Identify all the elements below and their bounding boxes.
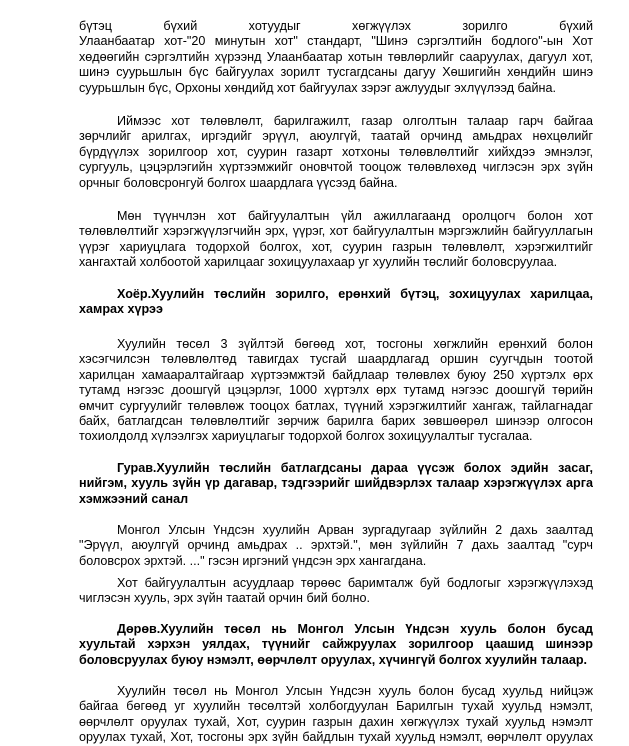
text-line: үүрэг хариуцлага тодорхой болгох, хот, суурин газрын төлөвлөлт, хэрэгжилтийг [79, 239, 593, 254]
paragraph-related-laws [79, 684, 593, 746]
section-heading-three [79, 461, 593, 507]
heading-line: Гурав.Хуулийн төслийн батлагдсаны дараа үүсэж болох эдийн засаг, [117, 461, 593, 475]
text-line: бүрдүүлэх зорилгоор хот, суурин газарт хотхоны төлөвлөлтийг хийхдээ эмнэлэг, [79, 144, 593, 159]
text-line: Хуулийн төсөл 3 зүйлтэй бөгөөд хот, тосгоны хөгжлийн ерөнхий болон [117, 337, 593, 351]
text-line: хэсэгчилсэн төлөвлөлтөд тавигдах тусгай шаардлагад оршин суугчдын тоотой [79, 352, 593, 367]
text-line: хангахтай холбоотой харилцааг зохицуулахаар уг хуулийн төслийг боловсруулаа. [79, 255, 558, 270]
text-line: боловсрох эрхтэй. ..." гэсэн иргэний үндсэн эрх хангагдана. [79, 553, 427, 568]
heading-line: боловсруулах буюу нэмэлт, өөрчлөлт оруулах, хүчингүй болгох хуулийн талаар. [79, 652, 588, 667]
paragraph-structure [79, 337, 593, 445]
heading-line: хамрах хүрээ [79, 302, 163, 317]
section-heading-two [79, 287, 593, 318]
text-line: хөдөөгийн сэргэлтийн хүрээнд Улаанбаатар хотын төвлөрлийг сааруулах, дагуул хот, [79, 49, 593, 64]
text-line: Улаанбаатар хот-"20 минутын хот" стандарт, "Шинэ сэргэлтийн бодлого"-ын Хот [79, 34, 593, 49]
text-line: зөрчлийг арилгах, иргэдийг эрүүл, аюулгүй, таатай орчинд амьдрах нөхцөлийг [79, 129, 593, 144]
text-line: оруулах тухай, Хот, тосгоны эрх зүйн байдлын тухай хуульд нэмэлт, өөрчлөлт оруулах [79, 730, 593, 745]
section-heading-four [79, 622, 593, 668]
text-line: өмчит сургуулийг төлөвлөж тооцох батлах, түүний хэрэгжилтийг хангаж, тайлагнадаг [79, 398, 593, 413]
paragraph-participants [79, 209, 593, 271]
text-line: өөрчлөлт оруулах тухай, Хот, суурин газрын дахин хөгжүүлэх тухай хуульд нэмэлт [79, 714, 593, 729]
text-line: суурьшлын бүс, Орхоны хөндийд хот байгуулах зэрэг ажлуудыг эхлүүлээд байна. [79, 80, 556, 95]
heading-line: Дөрөв.Хуулийн төсөл нь Монгол Улсын Үндсэн хууль болон бусад [117, 622, 593, 636]
text-line: бүтэц бүхий хотуудыг хөгжүүлэх зорилго бүхий [79, 19, 593, 33]
text-line: чиглэсэн хууль, эрх зүйн таатай орчин бий болно. [79, 591, 371, 606]
text-line: Хот байгуулалтын асуудлаар төрөөс баримталж буй бодлогыг хэрэгжүүлэхэд [117, 576, 593, 590]
text-line: харилцан хамааралтайгаар хүртээмжтэй байдлаар төлөвлөх буюу 250 хүртэлх өрх [79, 367, 593, 382]
text-line: Иймээс хот төлөвлөлт, барилгажилт, газар олголтын талаар гарч байгаа [117, 114, 593, 128]
heading-line: Хоёр.Хуулийн төслийн зорилго, ерөнхий бүтэц, зохицуулах харилцаа, [117, 287, 593, 301]
paragraph-intro-continuation [79, 19, 593, 96]
text-line: "Эрүүл, аюулгүй орчинд амьдрах .. эрхтэй.", мөн зүйлийн 7 дахь заалтад "сурч [79, 538, 593, 553]
text-line: шинэ суурьшлын бүс байгуулах зорилт тусгагдсаны дагуу Хөшигийн хөндийн шинэ [79, 65, 593, 80]
text-line: тутамд нэгээс доошгүй цэцэрлэг, 1000 хүртэлх өрх тутамд нэгээс доошгүй төрийн [79, 383, 593, 398]
text-line: төлөвлөлтийг хэрэгжүүлэгчийн эрх, үүрэг, хот байгуулалтын мэргэжлийн байгууллагын [79, 224, 593, 239]
heading-line: нийгэм, хууль зүйн үр дагавар, тэдгээрийг шийдвэрлэх талаар хэрэгжүүлэх арга [79, 476, 593, 491]
heading-line: хэмжээний санал [79, 491, 189, 506]
text-line: байгаа бөгөөд уг хуулийн төсөлтэй холбогдуулан Барилгын тухай хуульд нэмэлт, [79, 699, 593, 714]
text-line: сургууль, цэцэрлэгийн хүртээмжийг оновчтой тооцож төлөвлөхөд чиглэсэн эрх зүйн [79, 160, 593, 175]
text-line: Мөн түүнчлэн хот байгуулалтын үйл ажиллагаанд оролцогч болон хот [117, 209, 593, 223]
paragraph-planning-issues [79, 114, 593, 191]
heading-line: хуультай хэрхэн уялдах, түүнийг сайжруулах зорилгоор цаашид шинээр [79, 637, 593, 652]
paragraph-constitution [79, 523, 593, 569]
text-line: Монгол Улсын Үндсэн хуулийн Арван зургадугаар зүйлийн 2 дахь заалтад [117, 523, 593, 537]
text-line: байх, батлагдсан төлөвлөлтийг зөрчиж барилга барих зөвшөөрөл шинээр олгосон [79, 413, 593, 428]
text-line: Хуулийн төсөл нь Монгол Улсын Үндсэн хууль болон бусад хуульд нийцэж [117, 684, 593, 698]
paragraph-policy [79, 576, 593, 607]
text-line: орчныг боловсронгуй болгох шаардлага үүсээд байна. [79, 175, 398, 190]
text-line: тохиолдолд хүлээлгэх хариуцлагыг тодорхой болгох зохицуулалтыг тусгалаа. [79, 429, 533, 444]
